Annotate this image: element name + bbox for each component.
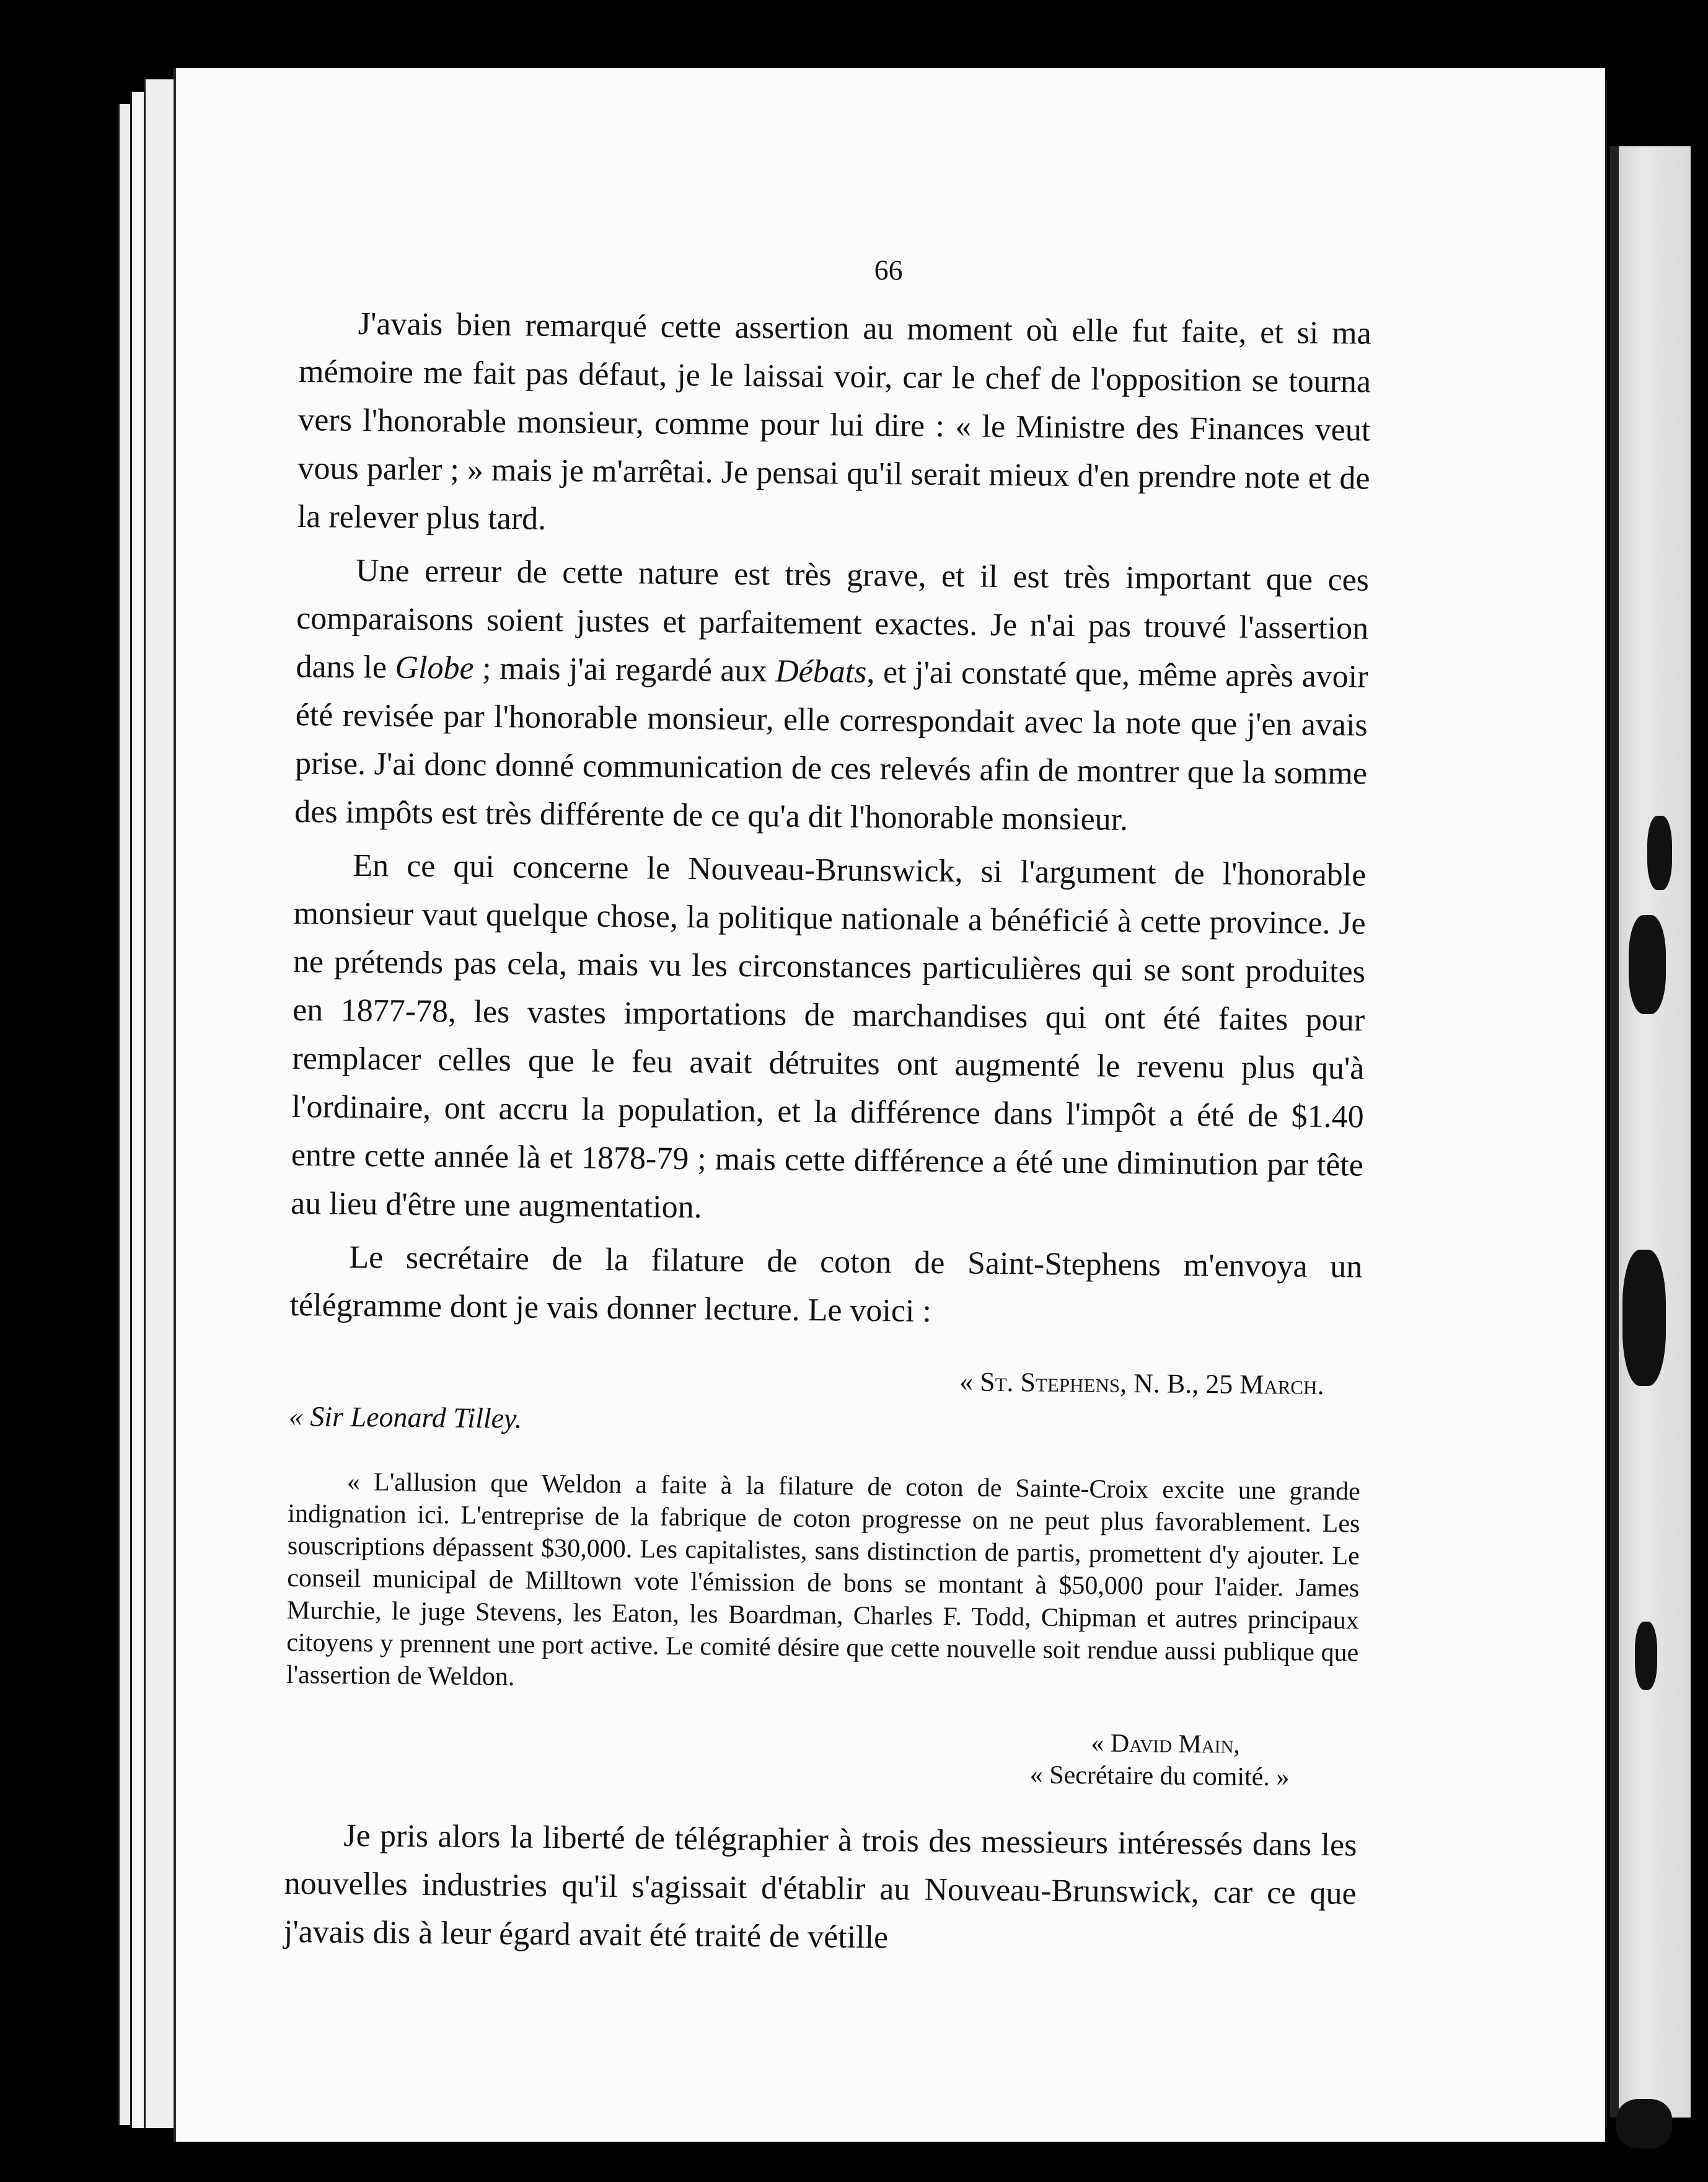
- signature-title: « Secrétaire du comité. »: [1029, 1760, 1290, 1792]
- telegram-salutation: « Sir Leonard Tilley.: [288, 1400, 522, 1434]
- paragraph: [294, 546, 1369, 847]
- telegram-header: « St. Stephens, N. B., 25 March.: [959, 1366, 1324, 1400]
- page-number: 66: [874, 254, 903, 286]
- telegram-signature: [285, 1720, 1358, 1795]
- paragraph-text: Une erreur de cette nature est très grave, et il est très important que ces comparaisons soient justes et parfaitement exactes. Je n'ai pas trouvé l'assertion dans le: [296, 552, 1370, 686]
- paragraph-text: , et j'ai constaté que, même après avoir été revisée par l'honorable monsieur, elle correspondait avec la note que j'en avais prise. J'ai donc donné communication de ces relevés afin de montrer que la somme des impôts est très différente de ce qu'a dit l'honorable monsieur.: [294, 654, 1368, 837]
- ink-blot: [1647, 816, 1672, 890]
- paragraph-text: ; mais j'ai regardé aux: [473, 650, 776, 689]
- signature-name: « David Main,: [1091, 1729, 1241, 1759]
- ink-blot: [1616, 2099, 1672, 2149]
- publication-title: Débats: [775, 653, 867, 690]
- book-page: [174, 68, 1605, 2142]
- ink-blot: [1635, 1622, 1657, 1690]
- ink-blot: [1629, 915, 1666, 1014]
- paragraph: J'avais bien remarqué cette assertion au moment où elle fut faite, et si ma mémoire me fait pas défaut, je le laissai voir, car le chef de l'opposition se tourna vers l'honorable monsieur, comme pour lui dire : « le Ministre des Finances veut vous parler ; » mais je m'arrêtai. Je pensai qu'il serait mieux d'en prendre note et de la relever plus tard.: [297, 306, 1372, 537]
- newspaper-title: Globe: [395, 650, 474, 686]
- ink-blot: [1622, 1250, 1666, 1386]
- paragraph: Je pris alors la liberté de télégraphier à trois des messieurs intéressés dans les nouvelles industries qu'il s'agissait d'établir au Nouveau-Brunswick, car ce que j'avais dis à leur égard avait été traité de vétille: [283, 1818, 1357, 1956]
- paragraph: Le secrétaire de la filature de coton de Saint-Stephens m'envoya un télégramme dont je vais donner lecture. Le voici :: [289, 1239, 1363, 1329]
- telegram-body: « L'allusion que Weldon a faite à la filature de coton de Sainte-Croix excite une grande indignation ici. L'entreprise de la fabrique de coton progresse on ne peut plus favorablement. Les souscriptions dépassent $30,000. Les capitalistes, sans distinction de partis, promettent d'y ajouter. Le conseil municipal de Milltown vote l'émission de bons se montant à $50,000 pour l'aider. James Murchie, le juge Stevens, les Eaton, les Boardman, Charles F. Todd, Chipman et autres principaux citoyens y prennent une port active. Le comité désire que cette nouvelle soit rendue aussi publique que l'assertion de Weldon.: [286, 1467, 1361, 1692]
- paragraph: En ce qui concerne le Nouveau-Brunswick, si l'argument de l'honorable monsieur vaut quelque chose, la politique nationale a bénéficié à cette province. Je ne prétends pas cela, mais vu les circonstances particulières qui se sont produites en 1877-78, les vastes importations de marchandises qui ont été faites pour remplacer celles que le feu avait détruites ont augmenté le revenu plus qu'à l'ordinaire, ont accru la population, et la différence dans l'impôt a été de $1.40 entre cette année là et 1878-79 ; mais cette différence a été une diminution par tête au lieu d'être une augmentation.: [290, 847, 1367, 1226]
- facing-page-edge: [1610, 146, 1691, 2118]
- page-content: [284, 248, 1372, 1966]
